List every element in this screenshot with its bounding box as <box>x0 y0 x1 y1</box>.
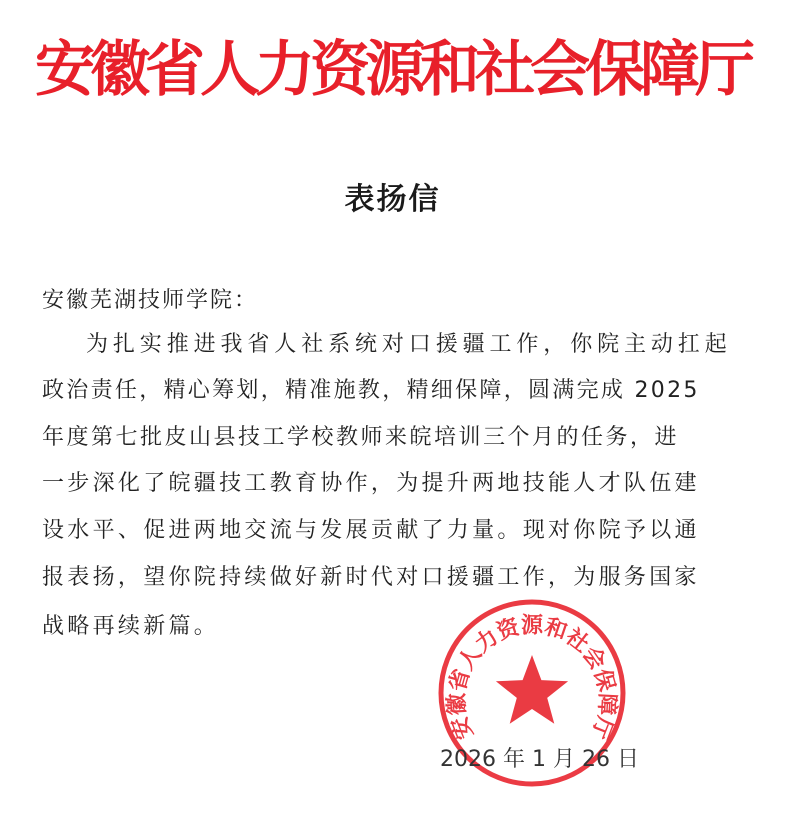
star-icon <box>496 655 568 724</box>
body-line: 报表扬，望你院持续做好新时代对口援疆工作，为服务国家 <box>42 565 700 590</box>
body-line: 政治责任，精心筹划，精准施教，精细保障，圆满完成 2025 <box>42 378 700 403</box>
body-line: 为扎实推进我省人社系统对口援疆工作，你院主动扛起 <box>86 332 732 357</box>
letterhead-title: 安徽省人力资源和社会保障厅 <box>35 35 750 105</box>
letter-title: 表扬信 <box>344 182 441 217</box>
body-line: 战略再续新篇。 <box>42 614 220 639</box>
letter-salutation: 安徽芜湖技师学院： <box>42 288 259 313</box>
body-line: 设水平、促进两地交流与发展贡献了力量。现对你院予以通 <box>42 518 700 543</box>
letter-date: 2026 年 1 月 26 日 <box>440 747 639 772</box>
seal-text: 安徽省人力资源和社会保障厅 <box>443 612 621 743</box>
body-line: 年度第七批皮山县技工学校教师来皖培训三个月的任务，进 <box>42 425 680 450</box>
body-line: 一步深化了皖疆技工教育协作，为提升两地技能人才队伍建 <box>42 471 700 496</box>
